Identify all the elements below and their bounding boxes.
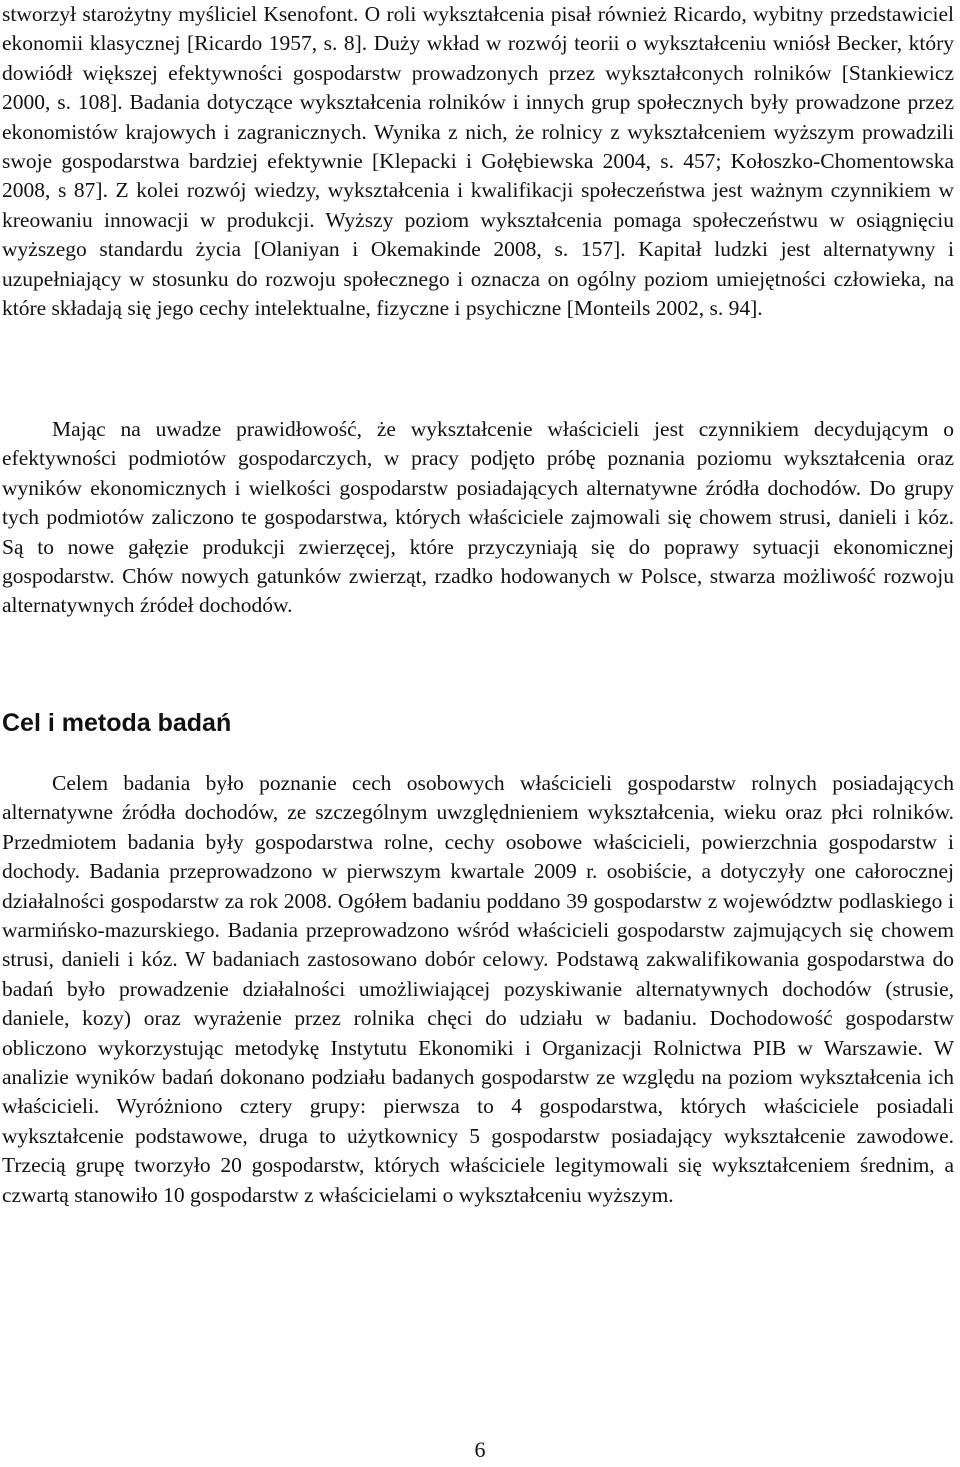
paragraph-text: Mając na uwadze prawidłowość, że wykształcenie właścicieli jest czynnikiem decydującym o efektywności podmiotów gospodarczych, w pracy podjęto próbę poznania poziomu wykształcenia oraz wyników ekonomicznych i wielkości gospodarstw posiadających alternatywne źródła dochodów. Do grupy tych podmiotów zaliczono te gospodarstwa, których właściciele zajmowali się chowem strusi, danieli i kóz. Są to nowe gałęzie produkcji zwierzęcej, które przyczyniają się do poprawy sytuacji ekonomicznej gospodarstw. Chów nowych gatunków zwierząt, rzadko hodowanych w Polsce, stwarza możliwość rozwoju alternatywnych źródeł dochodów.	[2, 417, 954, 618]
page-number: 6	[474, 1437, 486, 1462]
section-heading: Cel i metoda badań	[2, 709, 232, 737]
paragraph-education-theory	[2, 0, 954, 323]
paragraph-text: Celem badania było poznanie cech osobowych właścicieli gospodarstw rolnych posiadających alternatywne źródła dochodów, ze szczególnym uwzględnieniem wykształcenia, wieku oraz płci rolników. Przedmiotem badania były gospodarstwa rolne, cechy osobowe właścicieli, powierzchnia gospodarstw i dochody. Badania przeprowadzono w pierwszym kwartale 2009 r. osobiście, a dotyczyły one całorocznej działalności gospodarstw za rok 2008. Ogółem badaniu poddano 39 gospodarstw z województw podlaskiego i warmińsko-mazurskiego. Badania przeprowadzono wśród właścicieli gospodarstw zajmujących się chowem strusi, danieli i kóz. W badaniach zastosowano dobór celowy. Podstawą zakwalifikowania gospodarstwa do badań było prowadzenie działalności umożliwiającej pozyskiwanie alternatywnych dochodów (strusie, daniele, kozy) oraz wyrażenie przez rolnika chęci do udziału w badaniu. Dochodowość gospodarstw obliczono wykorzystując metodykę Instytutu Ekonomiki i Organizacji Rolnictwa PIB w Warszawie. W analizie wyników badań dokonano podziału badanych gospodarstw ze względu na poziom wykształcenia ich właścicieli. Wyróżniono cztery grupy: pierwsza to 4 gospodarstwa, których właściciele posiadali wykształcenie podstawowe, druga to użytkownicy 5 gospodarstw posiadający wykształcenie zawodowe. Trzecią grupę tworzyło 20 gospodarstw, których właściciele legitymowali się wykształceniem średnim, a czwartą stanowiło 10 gospodarstw z właścicielami o wykształceniu wyższym.	[2, 771, 954, 1207]
paragraph-research-method	[2, 769, 954, 1210]
paragraph-text: stworzył starożytny myśliciel Ksenofont. O roli wykształcenia pisał również Ricardo, wybitny przedstawiciel ekonomii klasycznej [Ricardo 1957, s. 8]. Duży wkład w rozwój teorii o wykształceniu wniósł Becker, który dowiódł większej efektywności gospodarstw prowadzonych przez wykształconych rolników [Stankiewicz 2000, s. 108]. Badania dotyczące wykształcenia rolników i innych grup społecznych były prowadzone przez ekonomistów krajowych i zagranicznych. Wynika z nich, że rolnicy z wykształceniem wyższym prowadzili swoje gospodarstwa bardziej efektywnie [Klepacki i Gołębiewska 2004, s. 457; Kołoszko-Chomentowska 2008, s 87]. Z kolei rozwój wiedzy, wykształcenia i kwalifikacji społeczeństwa jest ważnym czynnikiem w kreowaniu innowacji w produkcji. Wyższy poziom wykształcenia pomaga społeczeństwu w osiągnięciu wyższego standardu życia [Olaniyan i Okemakinde 2008, s. 157]. Kapitał ludzki jest alternatywny i uzupełniający w stosunku do rozwoju społecznego i oznacza on ogólny poziom umiejętności człowieka, na które składają się jego cechy intelektualne, fizyczne i psychiczne [Monteils 2002, s. 94].	[2, 2, 954, 321]
paragraph-research-motivation	[2, 415, 954, 621]
